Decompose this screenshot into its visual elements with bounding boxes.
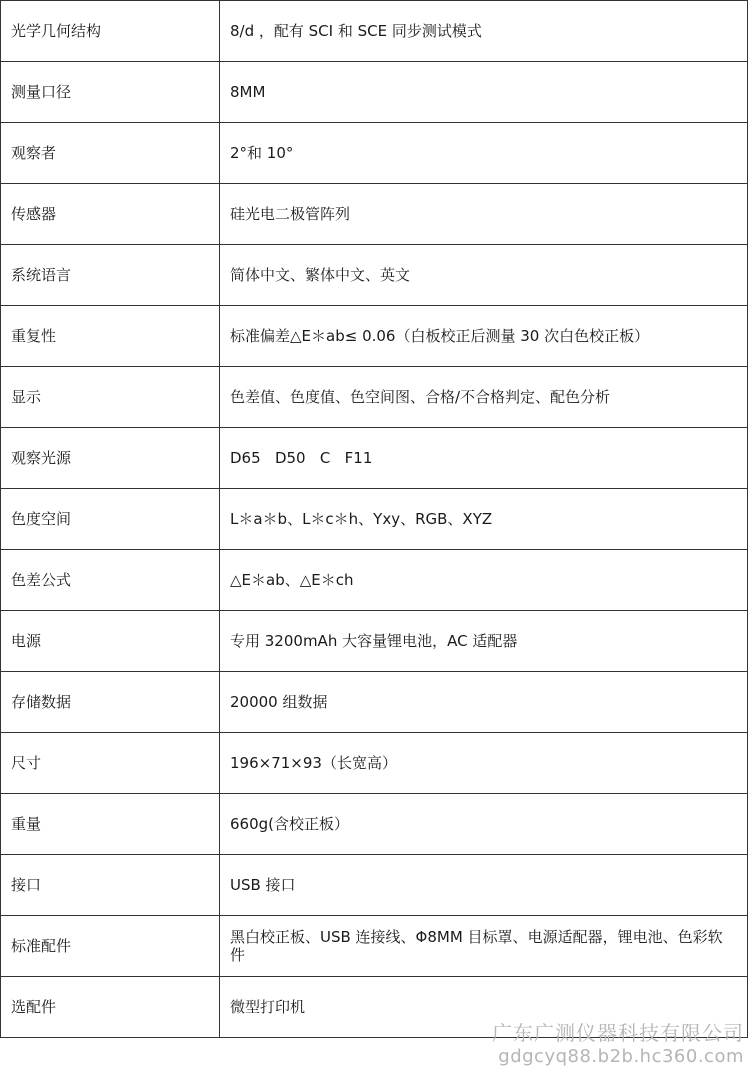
table-row xyxy=(1,733,748,794)
spec-label: 存储数据 xyxy=(1,672,220,733)
spec-label: 色度空间 xyxy=(1,489,220,550)
spec-label: 色差公式 xyxy=(1,550,220,611)
spec-value: 20000 组数据 xyxy=(220,672,748,733)
table-row xyxy=(1,550,748,611)
table-row xyxy=(1,428,748,489)
table-row xyxy=(1,489,748,550)
spec-label: 显示 xyxy=(1,367,220,428)
spec-label: 尺寸 xyxy=(1,733,220,794)
table-row xyxy=(1,611,748,672)
spec-label: 系统语言 xyxy=(1,245,220,306)
spec-value: 黑白校正板、USB 连接线、Φ8MM 目标罩、电源适配器，锂电池、色彩软件 xyxy=(220,916,748,977)
table-row xyxy=(1,245,748,306)
spec-value: USB 接口 xyxy=(220,855,748,916)
table-row xyxy=(1,62,748,123)
spec-value: 微型打印机 xyxy=(220,977,748,1038)
spec-label: 标准配件 xyxy=(1,916,220,977)
spec-label: 电源 xyxy=(1,611,220,672)
spec-label: 传感器 xyxy=(1,184,220,245)
spec-label: 重复性 xyxy=(1,306,220,367)
spec-label: 观察者 xyxy=(1,123,220,184)
spec-label: 选配件 xyxy=(1,977,220,1038)
spec-value: 标准偏差△E＊ab≤ 0.06（白板校正后测量 30 次白色校正板） xyxy=(220,306,748,367)
spec-label: 重量 xyxy=(1,794,220,855)
spec-value: 660g(含校正板） xyxy=(220,794,748,855)
spec-value: 简体中文、繁体中文、英文 xyxy=(220,245,748,306)
table-row xyxy=(1,672,748,733)
table-row xyxy=(1,794,748,855)
spec-label: 光学几何结构 xyxy=(1,1,220,62)
watermark-url: gdgcyq88.b2b.hc360.com xyxy=(498,1046,744,1067)
table-row xyxy=(1,977,748,1038)
spec-value: △E＊ab、△E＊ch xyxy=(220,550,748,611)
table-row xyxy=(1,1,748,62)
spec-value: L＊a＊b、L＊c＊h、Yxy、RGB、XYZ xyxy=(220,489,748,550)
table-row xyxy=(1,855,748,916)
spec-value: 8/d ，配有 SCI 和 SCE 同步测试模式 xyxy=(220,1,748,62)
spec-label: 观察光源 xyxy=(1,428,220,489)
table-row xyxy=(1,184,748,245)
spec-label: 接口 xyxy=(1,855,220,916)
spec-value: D65 D50 C F11 xyxy=(220,428,748,489)
table-row xyxy=(1,306,748,367)
spec-value: 2°和 10° xyxy=(220,123,748,184)
table-row xyxy=(1,123,748,184)
spec-value: 色差值、色度值、色空间图、合格/不合格判定、配色分析 xyxy=(220,367,748,428)
spec-value: 8MM xyxy=(220,62,748,123)
watermark-company: 广东广测仪器科技有限公司 xyxy=(492,1021,744,1045)
table-row xyxy=(1,367,748,428)
spec-value: 专用 3200mAh 大容量锂电池，AC 适配器 xyxy=(220,611,748,672)
spec-label: 测量口径 xyxy=(1,62,220,123)
table-row xyxy=(1,916,748,977)
spec-value: 硅光电二极管阵列 xyxy=(220,184,748,245)
spec-value: 196×71×93（长宽高） xyxy=(220,733,748,794)
